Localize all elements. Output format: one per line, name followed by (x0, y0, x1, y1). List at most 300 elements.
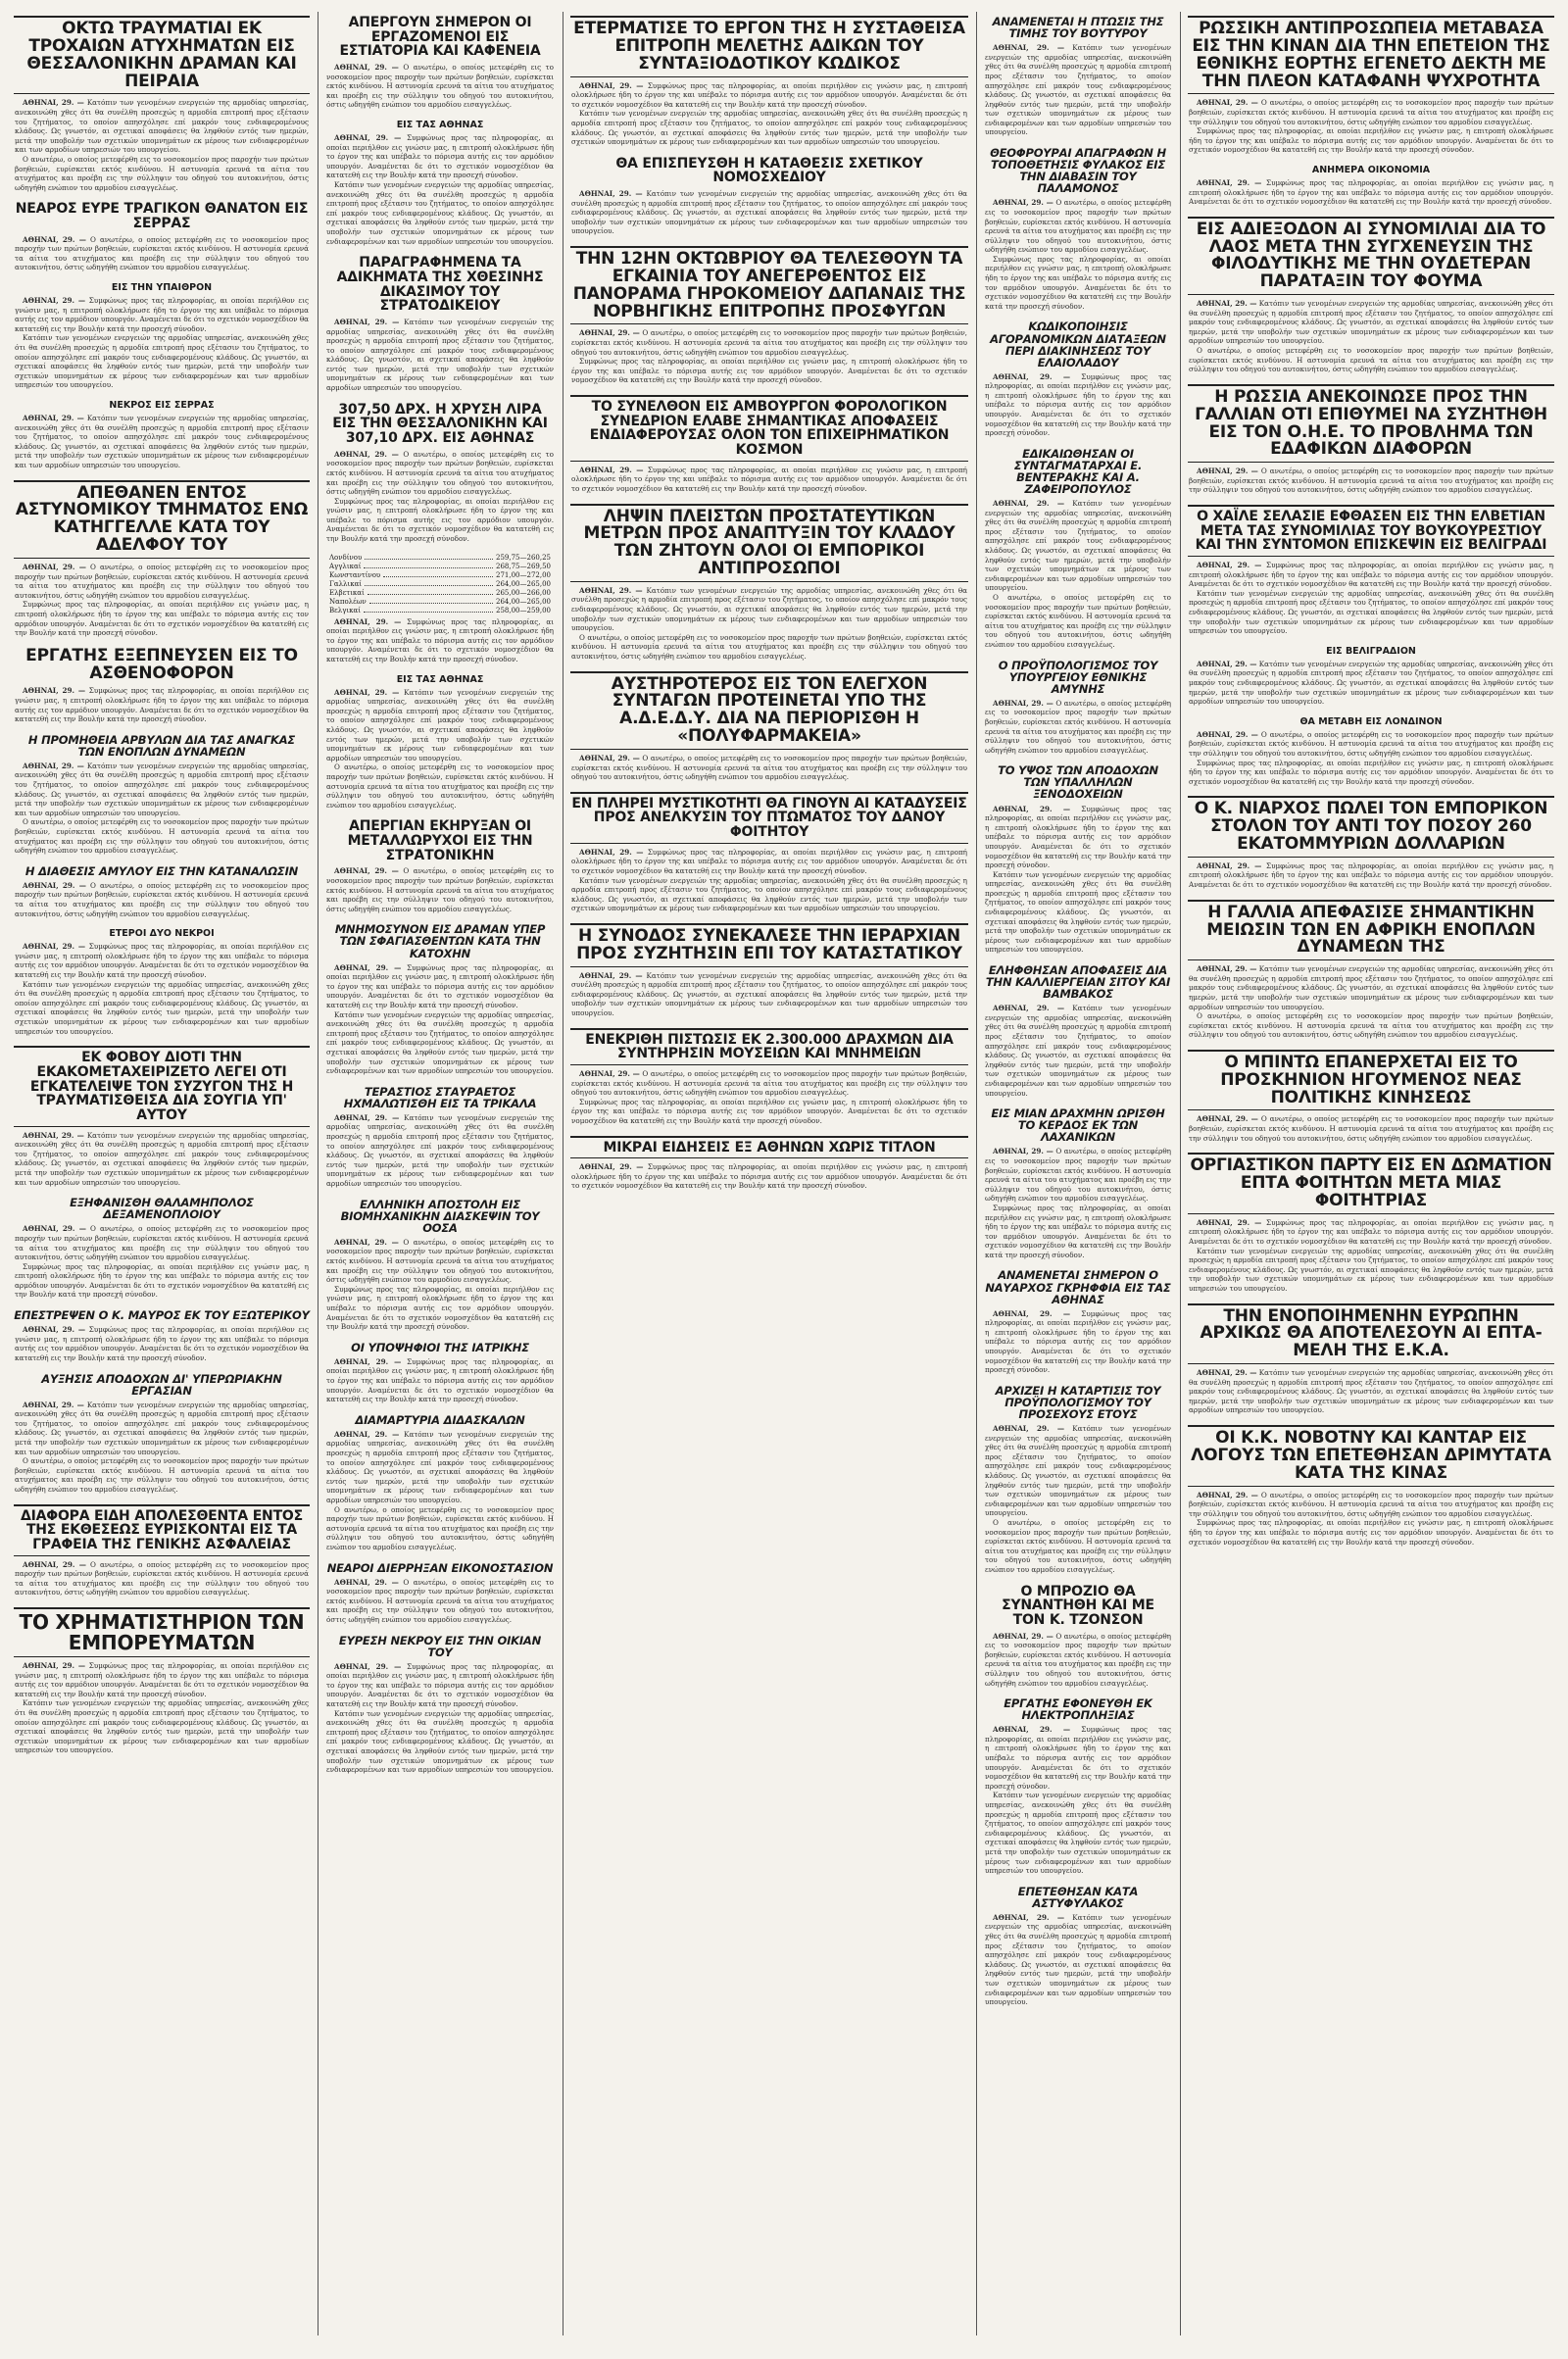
article (568, 395, 970, 494)
article-text: Ο ανωτέρω, ο οποίος μετεφέρθη εις το νοσοκομείον προς παροχήν των πρώτων βοηθειών, ευρίσκεται εκτός κινδύνου. Η αστυνομία ερευνά τα αίτια του ατυχήματος και προέβη εις την σύλληψιν του οδηγού του αυτοκινήτου, όστις ωδηγήθη ενώπιον του αρμοδίου εισαγγελέως. (326, 866, 554, 913)
article (1186, 900, 1556, 1040)
table-cell-label: Βελγικαί (329, 606, 361, 614)
headline: ΕΠΕΣΤΡΕΨΕΝ Ο Κ. ΜΑΥΡΟΣ ΕΚ ΤΟΥ ΕΞΩΤΕΡΙΚΟΥ (14, 1308, 310, 1323)
article (12, 1197, 312, 1300)
article-text: Ο ανωτέρω, ο οποίος μετεφέρθη εις το νοσοκομείον προς παροχήν των πρώτων βοηθειών, ευρίσκεται εκτός κινδύνου. Η αστυνομία ερευνά τα αίτια του ατυχήματος και προέβη εις την σύλληψιν του οδηγού του αυτοκινήτου, όστις ωδηγήθη ενώπιον του αρμοδίου εισαγγελέως. (1189, 1114, 1553, 1143)
headline: ΑΥΣΤΗΡΟΤΕΡΟΣ ΕΙΣ ΤΟΝ ΕΛΕΓΧΟΝ ΣΥΝΤΑΓΩΝ ΠΡΟΤΕΙΝΕΤΑΙ ΥΠΟ ΤΗΣ Α.Δ.Ε.Δ.Υ. ΔΙΑ ΝΑ ΠΕΡΙΟΡΙΣΘΗ Η «ΠΟΛΥΦΑΡΜΑΚΕΙΑ» (570, 671, 968, 750)
article-text: Συμφώνως προς τας πληροφορίας, αι οποίαι περιήλθον εις γνώσιν μας, η επιτροπή ολοκλήρωσε ήδη το έργον της και υπέβαλε το πόρισμα αυτής εις τον αρμόδιον υπουργόν. Αναμένεται δε ότι το σχετικόν νομοσχέδιον θα κατατεθή εις την Βουλήν κατά την προσεχή σύνοδον. (326, 133, 554, 180)
table-row (329, 571, 551, 580)
article-body (985, 255, 1171, 312)
article-body (1189, 98, 1553, 126)
subheading: ΕΙΣ ΤΑΣ ΑΘΗΝΑΣ (396, 673, 484, 685)
article (1186, 1153, 1556, 1293)
article-body (571, 357, 967, 385)
column-2 (323, 12, 557, 2335)
column-4 (982, 12, 1174, 2335)
headline: ΕΛΛΗΝΙΚΗ ΑΠΟΣΤΟΛΗ ΕΙΣ ΒΙΟΜΗΧΑΝΙΚΗΝ ΔΙΑΣΚΕΨΙΝ ΤΟΥ ΟΟΣΑ (340, 1197, 540, 1235)
article-body (571, 586, 967, 633)
article-text: Κατόπιν των γενομένων ενεργειών της αρμοδίας υπηρεσίας, ανεκοινώθη χθες ότι θα συνέλθη προσεχώς η αρμοδία επιτροπή προς εξέτασιν του ζητήματος, το οποίον απησχόλησε επί μακρόν τους ενδιαφερομένους κλάδους. Ως γνωστόν, αι σχετικαί αποφάσεις θα ληφθούν εντός των ημερών, μετά την υποβολήν των σχετικών υπομνημάτων εκ μέρους των ενδιαφερομένων και των αρμοδίων υπηρεσιών του υπουργείου. (571, 875, 967, 913)
article-body (571, 328, 967, 357)
headline: ΑΝΑΜΕΝΕΤΑΙ Η ΠΤΩΣΙΣ ΤΗΣ ΤΙΜΗΣ ΤΟΥ ΒΟΥΤΥΡΟΥ (992, 15, 1164, 41)
article-text: Κατόπιν των γενομένων ενεργειών της αρμοδίας υπηρεσίας, ανεκοινώθη χθες ότι θα συνέλθη προσεχώς η αρμοδία επιτροπή προς εξέτασιν του ζητήματος, το οποίον απησχόλησε επί μακρόν τους ενδιαφερομένους κλάδους. Ως γνωστόν, αι σχετικαί αποφάσεις θα ληφθούν εντός των ημερών, μετά την υποβολήν των σχετικών υπομνημάτων εκ μέρους των ενδιαφερομένων και των αρμοδίων υπηρεσιών του υπουργείου. (1189, 1368, 1553, 1415)
newspaper-page (12, 12, 1556, 2335)
dateline: ΑΘΗΝΑΙ, 29. — (1197, 1114, 1258, 1124)
article-body (326, 318, 554, 393)
article (323, 674, 557, 811)
article-body (15, 600, 309, 637)
article-body (985, 1632, 1171, 1689)
article-text: Ο ανωτέρω, ο οποίος μετεφέρθη εις το νοσοκομείον προς παροχήν των πρώτων βοηθειών, ευρίσκεται εκτός κινδύνου. Η αστυνομία ερευνά τα αίτια του ατυχήματος και προέβη εις την σύλληψιν του οδηγού του αυτοκινήτου, όστις ωδηγήθη ενώπιον του αρμοδίου εισαγγελέως. (1189, 98, 1553, 126)
article-text: Συμφώνως προς τας πληροφορίας, αι οποίαι περιήλθον εις γνώσιν μας, η επιτροπή ολοκλήρωσε ήδη το έργον της και υπέβαλε το πόρισμα αυτής εις τον αρμόδιον υπουργόν. Αναμένεται δε ότι το σχετικόν νομοσχέδιον θα κατατεθή εις την Βουλήν κατά την προσεχή σύνοδον. (326, 1661, 554, 1709)
article-body (326, 63, 554, 110)
dateline: ΑΘΗΝΑΙ, 29. — (1197, 98, 1258, 108)
article-text: Ο ανωτέρω, ο οποίος μετεφέρθη εις το νοσοκομείον προς παροχήν των πρώτων βοηθειών, ευρίσκεται εκτός κινδύνου. Η αστυνομία ερευνά τα αίτια του ατυχήματος και προέβη εις την σύλληψιν του οδηγού του αυτοκινήτου, όστις ωδηγήθη ενώπιον του αρμοδίου εισαγγελέως. (985, 1631, 1171, 1688)
article-body (1189, 660, 1553, 707)
headline: ΤΟ ΧΡΗΜΑΤΙΣΤΗΡΙΟΝ ΤΩΝ ΕΜΠΟΡΕΥΜΑΤΩΝ (14, 1607, 310, 1657)
dateline: ΑΘΗΝΑΙ, 29. — (579, 1069, 640, 1079)
article-text: Ο ανωτέρω, ο οποίος μετεφέρθη εις το νοσοκομείον προς παροχήν των πρώτων βοηθειών, ευρίσκεται εκτός κινδύνου. Η αστυνομία ερευνά τα αίτια του ατυχήματος και προέβη εις την σύλληψιν του οδηγού του αυτοκινήτου, όστις ωδηγήθη ενώπιον του αρμοδίου εισαγγελέως. (326, 449, 554, 497)
article (982, 660, 1174, 756)
article-body (1189, 561, 1553, 589)
dateline: ΑΘΗΝΑΙ, 29. — (993, 1424, 1065, 1433)
table-row (329, 607, 551, 615)
article-text: Συμφώνως προς τας πληροφορίας, αι οποίαι περιήλθον εις γνώσιν μας, η επιτροπή ολοκλήρωσε ήδη το έργον της και υπέβαλε το πόρισμα αυτής εις τον αρμόδιον υπουργόν. Αναμένεται δε ότι το σχετικόν νομοσχέδιον θα κατατεθή εις την Βουλήν κατά την προσεχή σύνοδον. (15, 600, 309, 638)
article-text: Ο ανωτέρω, ο οποίος μετεφέρθη εις το νοσοκομείον προς παροχήν των πρώτων βοηθειών, ευρίσκεται εκτός κινδύνου. Η αστυνομία ερευνά τα αίτια του ατυχήματος και προέβη εις την σύλληψιν του οδηγού του αυτοκινήτου, όστις ωδηγήθη ενώπιον του αρμοδίου εισαγγελέως. (985, 198, 1171, 255)
article-body (326, 1662, 554, 1709)
article (982, 1697, 1174, 1876)
article-body (1189, 589, 1553, 636)
article-text: Συμφώνως προς τας πληροφορίας, αι οποίαι περιήλθον εις γνώσιν μας, η επιτροπή ολοκλήρωσε ήδη το έργον της και υπέβαλε το πόρισμα αυτής εις τον αρμόδιον υπουργόν. Αναμένεται δε ότι το σχετικόν νομοσχέδιον θα κατατεθή εις την Βουλήν κατά την προσεχή σύνοδον. (571, 465, 967, 493)
article (568, 792, 970, 913)
headline: ΤΗΝ ΕΝΟΠΟΙΗΜΕΝΗΝ ΕΥΡΩΠΗΝ ΑΡΧΙΚΩΣ ΘΑ ΑΠΟΤΕΛΕΣΟΥΝ ΑΙ ΕΠΤΑ-ΜΕΛΗ ΤΗΣ Ε.Κ.Α. (1188, 1303, 1554, 1365)
table-cell-label: Γαλλικαί (329, 579, 363, 588)
article (982, 448, 1174, 650)
article-body (985, 1913, 1171, 2007)
headline: ΤΕΡΑΣΤΙΟΣ ΣΤΑΥΡΑΕΤΟΣ ΗΧΜΑΛΩΤΙΣΘΗ ΕΙΣ ΤΑ ΤΡΙΚΑΛΑ (343, 1084, 537, 1110)
subheading: ΕΙΣ ΤΑΣ ΑΘΗΝΑΣ (396, 120, 484, 131)
article (982, 1886, 1174, 2007)
article-body (1189, 861, 1553, 890)
dateline: ΑΘΗΝΑΙ, 29. — (993, 43, 1065, 53)
article-body (571, 633, 967, 662)
article (1186, 1050, 1556, 1143)
headline: Η ΣΥΝΟΔΟΣ ΣΥΝΕΚΑΛΕΣΕ ΤΗΝ ΙΕΡΑΡΧΙΑΝ ΠΡΟΣ ΣΥΖΗΤΗΣΙΝ ΕΠΙ ΤΟΥ ΚΑΤΑΣΤΑΤΙΚΟΥ (570, 923, 968, 967)
article (12, 1504, 312, 1597)
article-body (15, 1325, 309, 1362)
headline: ΠΑΡΑΓΡΑΦΗΜΕΝΑ ΤΑ ΑΔΙΚΗΜΑΤΑ ΤΗΣ ΧΘΕΣΙΝΗΣ ΔΙΚΑΣΙΜΟΥ ΤΟΥ ΣΤΡΑΤΟΔΙΚΕΙΟΥ (336, 255, 544, 315)
article (12, 16, 312, 192)
article-text: Ο ανωτέρω, ο οποίος μετεφέρθη εις το νοσοκομείον προς παροχήν των πρώτων βοηθειών, ευρίσκεται εκτός κινδύνου. Η αστυνομία ερευνά τα αίτια του ατυχήματος και προέβη εις την σύλληψιν του οδηγού του αυτοκινήτου, όστις ωδηγήθη ενώπιον του αρμοδίου εισαγγελέως. (1189, 1490, 1553, 1518)
table-cell-label: Λονδίνου (329, 553, 363, 562)
headline: Η ΓΑΛΛΙΑ ΑΠΕΦΑΣΙΣΕ ΣΗΜΑΝΤΙΚΗΝ ΜΕΙΩΣΙΝ ΤΩΝ ΕΝ ΑΦΡΙΚΗ ΕΝΟΠΛΩΝ ΔΥΝΑΜΕΩΝ ΤΗΣ (1188, 900, 1554, 961)
article-text: Κατόπιν των γενομένων ενεργειών της αρμοδίας υπηρεσίας, ανεκοινώθη χθες ότι θα συνέλθη προσεχώς η αρμοδία επιτροπή προς εξέτασιν του ζητήματος, το οποίον απησχόλησε επί μακρόν τους ενδιαφερομένους κλάδους. Ως γνωστόν, αι σχετικαί αποφάσεις θα ληφθούν εντός των ημερών, μετά την υποβολήν των σχετικών υπομνημάτων εκ μέρους των ενδιαφερομένων και των αρμοδίων υπηρεσιών του υπουργείου. (571, 189, 967, 236)
article-body (15, 235, 309, 272)
article-text: Ο ανωτέρω, ο οποίος μετεφέρθη εις το νοσοκομείον προς παροχήν των πρώτων βοηθειών, ευρίσκεται εκτός κινδύνου. Η αστυνομία ερευνά τα αίτια του ατυχήματος και προέβη εις την σύλληψιν του οδηγού του αυτοκινήτου, όστις ωδηγήθη ενώπιον του αρμοδίου εισαγγελέως. (15, 1224, 309, 1262)
article (12, 1607, 312, 1755)
article-text: Ο ανωτέρω, ο οποίος μετεφέρθη εις το νοσοκομείον προς παροχήν των πρώτων βοηθειών, ευρίσκεται εκτός κινδύνου. Η αστυνομία ερευνά τα αίτια του ατυχήματος και προέβη εις την σύλληψιν του οδηγού του αυτοκινήτου, όστις ωδηγήθη ενώπιον του αρμοδίου εισαγγελέως. (985, 698, 1171, 755)
gold-price-table (329, 554, 551, 615)
dateline: ΑΘΗΝΑΙ, 29. — (23, 414, 84, 422)
column-3 (568, 12, 970, 2335)
dateline: ΑΘΗΝΑΙ, 29. — (1197, 177, 1262, 187)
article-text: Κατόπιν των γενομένων ενεργειών της αρμοδίας υπηρεσίας, ανεκοινώθη χθες ότι θα συνέλθη προσεχώς η αρμοδία επιτροπή προς εξέτασιν του ζητήματος, το οποίον απησχόλησε επί μακρόν τους ενδιαφερομένους κλάδους. Ως γνωστόν, αι σχετικαί αποφάσεις θα ληφθούν εντός των ημερών, μετά την υποβολήν των σχετικών υπομνημάτων εκ μέρους των ενδιαφερομένων και των αρμοδίων υπηρεσιών του υπουργείου. (1189, 964, 1553, 1011)
dateline: ΑΘΗΝΑΙ, 29. — (334, 133, 402, 143)
article (982, 964, 1174, 1098)
article-body (15, 817, 309, 855)
dateline: ΑΘΗΝΑΙ, 29. — (993, 1725, 1071, 1735)
article-text: Συμφώνως προς τας πληροφορίας, αι οποίαι περιήλθον εις γνώσιν μας, η επιτροπή ολοκλήρωσε ήδη το έργον της και υπέβαλε το πόρισμα αυτής εις τον αρμόδιον υπουργόν. Αναμένεται δε ότι το σχετικόν νομοσχέδιον θα κατατεθή εις την Βουλήν κατά την προσεχή σύνοδον. (571, 357, 967, 385)
article-text: Ο ανωτέρω, ο οποίος μετεφέρθη εις το νοσοκομείον προς παροχήν των πρώτων βοηθειών, ευρίσκεται εκτός κινδύνου. Η αστυνομία ερευνά τα αίτια του ατυχήματος και προέβη εις την σύλληψιν του οδηγού του αυτοκινήτου, όστις ωδηγήθη ενώπιον του αρμοδίου εισαγγελέως. (985, 1147, 1171, 1204)
article-body (985, 699, 1171, 756)
dateline: ΑΘΗΝΑΙ, 29. — (23, 1325, 86, 1335)
article-body (15, 333, 309, 390)
article (568, 671, 970, 782)
article-body (326, 1285, 554, 1332)
dateline: ΑΘΗΝΑΙ, 29. — (334, 1661, 402, 1671)
article-body (571, 1162, 967, 1191)
article-body (326, 1709, 554, 1775)
article-text: Συμφώνως προς τας πληροφορίας, αι οποίαι περιήλθον εις γνώσιν μας, η επιτροπή ολοκλήρωσε ήδη το έργον της και υπέβαλε το πόρισμα αυτής εις τον αρμόδιον υπουργόν. Αναμένεται δε ότι το σχετικόν νομοσχέδιον θα κατατεθή εις την Βουλήν κατά την προσεχή σύνοδον. (1189, 860, 1553, 890)
column-divider (563, 12, 564, 2335)
article (323, 120, 557, 246)
dateline: ΑΘΗΝΑΙ, 29. — (23, 1559, 86, 1569)
table-cell-value: 268,75—269,50 (496, 562, 551, 570)
article-text: Κατόπιν των γενομένων ενεργειών της αρμοδίας υπηρεσίας, ανεκοινώθη χθες ότι θα συνέλθη προσεχώς η αρμοδία επιτροπή προς εξέτασιν του ζητήματος, το οποίον απησχόλησε επί μακρόν τους ενδιαφερομένους κλάδους. Ως γνωστόν, αι σχετικαί αποφάσεις θα ληφθούν εντός των ημερών, μετά την υποβολήν των σχετικών υπομνημάτων εκ μέρους των ενδιαφερομένων και των αρμοδίων υπηρεσιών του υπουργείου. (326, 1429, 554, 1504)
article-body (1189, 1011, 1553, 1040)
table-row (329, 554, 551, 563)
article-body (1189, 1218, 1553, 1247)
subheading: ΕΤΕΡΟΙ ΔΥΟ ΝΕΚΡΟΙ (109, 928, 215, 940)
subheading: ΘΑ ΜΕΤΑΒΗ ΕΙΣ ΛΟΝΔΙΝΟΝ (1299, 715, 1443, 727)
article-text: Κατόπιν των γενομένων ενεργειών της αρμοδίας υπηρεσίας, ανεκοινώθη χθες ότι θα συνέλθη προσεχώς η αρμοδία επιτροπή προς εξέτασιν του ζητήματος, το οποίον απησχόλησε επί μακρόν τους ενδιαφερομένους κλάδους. Ως γνωστόν, αι σχετικαί αποφάσεις θα ληφθούν εντός των ημερών, μετά την υποβολήν των σχετικών υπομνημάτων εκ μέρους των ενδιαφερομένων και των αρμοδίων υπηρεσιών του υπουργείου. (15, 979, 309, 1036)
article-body (1189, 1491, 1553, 1519)
headline: Ο ΜΠΙΝΤΩ ΕΠΑΝΕΡΧΕΤΑΙ ΕΙΣ ΤΟ ΠΡΟΣΚΗΝΙΟΝ ΗΓΟΥΜΕΝΟΣ ΝΕΑΣ ΠΟΛΙΤΙΚΗΣ ΚΙΝΗΣΕΩΣ (1188, 1050, 1554, 1111)
article-text: Κατόπιν των γενομένων ενεργειών της αρμοδίας υπηρεσίας, ανεκοινώθη χθες ότι θα συνέλθη προσεχώς η αρμοδία επιτροπή προς εξέτασιν του ζητήματος, το οποίον απησχόλησε επί μακρόν τους ενδιαφερομένους κλάδους. Ως γνωστόν, αι σχετικαί αποφάσεις θα ληφθούν εντός των ημερών, μετά την υποβολήν των σχετικών υπομνημάτων εκ μέρους των ενδιαφερομένων και των αρμοδίων υπηρεσιών του υπουργείου. (326, 1112, 554, 1188)
article-text: Κατόπιν των γενομένων ενεργειών της αρμοδίας υπηρεσίας, ανεκοινώθη χθες ότι θα συνέλθη προσεχώς η αρμοδία επιτροπή προς εξέτασιν του ζητήματος, το οποίον απησχόλησε επί μακρόν τους ενδιαφερομένους κλάδους. Ως γνωστόν, αι σχετικαί αποφάσεις θα ληφθούν εντός των ημερών, μετά την υποβολήν των σχετικών υπομνημάτων εκ μέρους των ενδιαφερομένων και των αρμοδίων υπηρεσιών του υπουργείου. (985, 1912, 1171, 2007)
article-body (15, 155, 309, 192)
dateline: ΑΘΗΝΑΙ, 29. — (334, 687, 400, 697)
article (982, 320, 1174, 437)
dateline: ΑΘΗΝΑΙ, 29. — (334, 63, 399, 73)
article-body (326, 133, 554, 180)
headline: ΑΥΞΗΣΙΣ ΑΠΟΔΟΧΩΝ ΔΙ' ΥΠΕΡΩΡΙΑΚΗΝ ΕΡΓΑΣΙΑΝ (41, 1371, 282, 1398)
article-body (985, 1518, 1171, 1575)
article-text: Συμφώνως προς τας πληροφορίας, αι οποίαι περιήλθον εις γνώσιν μας, η επιτροπή ολοκλήρωσε ήδη το έργον της και υπέβαλε το πόρισμα αυτής εις τον αρμόδιον υπουργόν. Αναμένεται δε ότι το σχετικόν νομοσχέδιον θα κατατεθή εις την Βουλήν κατά την προσεχή σύνοδον. (985, 371, 1172, 438)
article (1186, 217, 1556, 374)
article-body (571, 109, 967, 146)
dateline: ΑΘΗΝΑΙ, 29. — (334, 1237, 399, 1247)
headline: ΤΟ ΣΥΝΕΛΘΟΝ ΕΙΣ ΑΜΒΟΥΡΓΟΝ ΦΟΡΟΛΟΓΙΚΟΝ ΣΥΝΕΔΡΙΟΝ ΕΛΑΒΕ ΣΗΜΑΝΤΙΚΑΣ ΑΠΟΦΑΣΕΙΣ ΕΝΔΙΑΦΕΡΟΥΣΑΣ ΟΛΟΝ ΤΟΝ ΕΠΙΧΕΙΡΗΜΑΤΙΚΟΝ ΚΟΣΜΟΝ (570, 395, 968, 462)
article-text: Συμφώνως προς τας πληροφορίας, αι οποίαι περιήλθον εις γνώσιν μας, η επιτροπή ολοκλήρωσε ήδη το έργον της και υπέβαλε το πόρισμα αυτής εις τον αρμόδιον υπουργόν. Αναμένεται δε ότι το σχετικόν νομοσχέδιον θα κατατεθή εις την Βουλήν κατά την προσεχή σύνοδον. (985, 1308, 1172, 1375)
article (323, 1414, 557, 1552)
dateline: ΑΘΗΝΑΙ, 29. — (23, 1130, 84, 1140)
article (568, 1136, 970, 1191)
dateline: ΑΘΗΝΑΙ, 29. — (993, 1004, 1065, 1013)
article-text: Συμφώνως προς τας πληροφορίας, αι οποίαι περιήλθον εις γνώσιν μας, η επιτροπή ολοκλήρωσε ήδη το έργον της και υπέβαλε το πόρισμα αυτής εις τον αρμόδιον υπουργόν. Αναμένεται δε ότι το σχετικόν νομοσχέδιον θα κατατεθή εις την Βουλήν κατά την προσεχή σύνοδον. (326, 1284, 554, 1332)
article-text: Κατόπιν των γενομένων ενεργειών της αρμοδίας υπηρεσίας, ανεκοινώθη χθες ότι θα συνέλθη προσεχώς η αρμοδία επιτροπή προς εξέτασιν του ζητήματος, το οποίον απησχόλησε επί μακρόν τους ενδιαφερομένους κλάδους. Ως γνωστόν, αι σχετικαί αποφάσεις θα ληφθούν εντός των ημερών, μετά την υποβολήν των σχετικών υπομνημάτων εκ μέρους των ενδιαφερομένων και των αρμοδίων υπηρεσιών του υπουργείου. (985, 869, 1171, 955)
article-text: Κατόπιν των γενομένων ενεργειών της αρμοδίας υπηρεσίας, ανεκοινώθη χθες ότι θα συνέλθη προσεχώς η αρμοδία επιτροπή προς εξέτασιν του ζητήματος, το οποίον απησχόλησε επί μακρόν τους ενδιαφερομένους κλάδους. Ως γνωστόν, αι σχετικαί αποφάσεις θα ληφθούν εντός των ημερών, μετά την υποβολήν των σχετικών υπομνημάτων εκ μέρους των ενδιαφερομένων και των αρμοδίων υπηρεσιών του υπουργείου. (985, 499, 1171, 593)
dateline: ΑΘΗΝΑΙ, 29. — (993, 698, 1054, 708)
dateline: ΑΘΗΝΑΙ, 29. — (334, 962, 402, 972)
table-cell-value: 271,00—272,00 (496, 570, 551, 579)
dateline: ΑΘΗΝΑΙ, 29. — (334, 317, 400, 326)
headline: ΕΤΕΡΜΑΤΙΣΕ ΤΟ ΕΡΓΟΝ ΤΗΣ Η ΣΥΣΤΑΘΕΙΣΑ ΕΠΙΤΡΟΠΗ ΜΕΛΕΤΗΣ ΑΔΙΚΩΝ ΤΟΥ ΣΥΝΤΑΞΙΟΔΟΤΙΚΟΥ ΚΩΔΙΚΟΣ (570, 16, 968, 77)
article-body (1189, 178, 1553, 207)
article (323, 256, 557, 393)
article-text: Κατόπιν των γενομένων ενεργειών της αρμοδίας υπηρεσίας, ανεκοινώθη χθες ότι θα συνέλθη προσεχώς η αρμοδία επιτροπή προς εξέτασιν του ζητήματος, το οποίον απησχόλησε επί μακρόν τους ενδιαφερομένους κλάδους. Ως γνωστόν, αι σχετικαί αποφάσεις θα ληφθούν εντός των ημερών, μετά την υποβολήν των σχετικών υπομνημάτων εκ μέρους των ενδιαφερομένων και των αρμοδίων υπηρεσιών του υπουργείου. (326, 1009, 554, 1076)
article-body (985, 593, 1171, 650)
article (323, 1342, 557, 1404)
article-body (985, 870, 1171, 955)
headline: Ο ΧΑΪΛΕ ΣΕΛΑΣΙΕ ΕΦΘΑΣΕΝ ΕΙΣ ΤΗΝ ΕΛΒΕΤΙΑΝ ΜΕΤΑ ΤΑΣ ΣΥΝΟΜΙΛΙΑΣ ΤΟΥ ΒΟΥΚΟΥΡΕΣΤΙΟΥ ΚΑΙ ΤΗΝ ΣΥΝΤΟΜΟΝ ΕΠΙΣΚΕΨΙΝ ΕΙΣ ΒΕΛΙΓΡΑΔΙ (1188, 505, 1554, 557)
article-text: Ο ανωτέρω, ο οποίος μετεφέρθη εις το νοσοκομείον προς παροχήν των πρώτων βοηθειών, ευρίσκεται εκτός κινδύνου. Η αστυνομία ερευνά τα αίτια του ατυχήματος και προέβη εις την σύλληψιν του οδηγού του αυτοκινήτου, όστις ωδηγήθη ενώπιον του αρμοδίου εισαγγελέως. (326, 1577, 554, 1624)
article (323, 1086, 557, 1189)
article-text: Συμφώνως προς τας πληροφορίας, αι οποίαι περιήλθον εις γνώσιν μας, η επιτροπή ολοκλήρωσε ήδη το έργον της και υπέβαλε το πόρισμα αυτής εις τον αρμόδιον υπουργόν. Αναμένεται δε ότι το σχετικόν νομοσχέδιον θα κατατεθή εις την Βουλήν κατά την προσεχή σύνοδον. (326, 1356, 554, 1404)
article (982, 16, 1174, 137)
article (982, 1107, 1174, 1259)
headline: ΔΙΑΦΟΡΑ ΕΙΔΗ ΑΠΟΛΕΣΘΕΝΤΑ ΕΝΤΟΣ ΤΗΣ ΕΚΘΕΣΕΩΣ ΕΥΡΙΣΚΟΝΤΑΙ ΕΙΣ ΤΑ ΓΡΑΦΕΙΑ ΤΗΣ ΓΕΝΙΚΗΣ ΑΣΦΑΛΕΙΑΣ (14, 1504, 310, 1556)
article-text: Συμφώνως προς τας πληροφορίας, αι οποίαι περιήλθον εις γνώσιν μας, η επιτροπή ολοκλήρωσε ήδη το έργον της και υπέβαλε το πόρισμα αυτής εις τον αρμόδιον υπουργόν. Αναμένεται δε ότι το σχετικόν νομοσχέδιον θα κατατεθή εις την Βουλήν κατά την προσεχή σύνοδον. (326, 962, 554, 1009)
article-body (326, 866, 554, 913)
headline: ΕΥΡΕΣΗ ΝΕΚΡΟΥ ΕΙΣ ΤΗΝ ΟΙΚΙΑΝ ΤΟΥ (338, 1633, 542, 1659)
dateline: ΑΘΗΝΑΙ, 29. — (23, 1400, 84, 1409)
dateline: ΑΘΗΝΑΙ, 29. — (334, 1356, 402, 1366)
article-body (15, 296, 309, 333)
article-body (571, 876, 967, 913)
article-text: Ο ανωτέρω, ο οποίος μετεφέρθη εις το νοσοκομείον προς παροχήν των πρώτων βοηθειών, ευρίσκεται εκτός κινδύνου. Η αστυνομία ερευνά τα αίτια του ατυχήματος και προέβη εις την σύλληψιν του οδηγού του αυτοκινήτου, όστις ωδηγήθη ενώπιον του αρμοδίου εισαγγελέως. (15, 562, 309, 600)
article-body (15, 881, 309, 918)
article-text: Κατόπιν των γενομένων ενεργειών της αρμοδίας υπηρεσίας, ανεκοινώθη χθες ότι θα συνέλθη προσεχώς η αρμοδία επιτροπή προς εξέτασιν του ζητήματος, το οποίον απησχόλησε επί μακρόν τους ενδιαφερομένους κλάδους. Ως γνωστόν, αι σχετικαί αποφάσεις θα ληφθούν εντός των ημερών, μετά την υποβολήν των σχετικών υπομνημάτων εκ μέρους των ενδιαφερομένων και των αρμοδίων υπηρεσιών του υπουργείου. (985, 1791, 1171, 1876)
article (12, 734, 312, 856)
headline: ΕΝ ΠΛΗΡΕΙ ΜΥΣΤΙΚΟΤΗΤΙ ΘΑ ΓΙΝΟΥΝ ΑΙ ΚΑΤΑΔΥΣΕΙΣ ΠΡΟΣ ΑΝΕΛΚΥΣΙΝ ΤΟΥ ΠΤΩΜΑΤΟΣ ΤΟΥ ΔΑΝΟΥ ΦΟΙΤΗΤΟΥ (570, 792, 968, 844)
dateline: ΑΘΗΝΑΙ, 29. — (334, 616, 402, 626)
headline: ΕΡΓΑΤΗΣ ΕΞΕΠΝΕΥΣΕΝ ΕΙΣ ΤΟ ΑΣΘΕΝΟΦΟΡΟΝ (25, 645, 298, 683)
headline: 307,50 ΔΡΧ. Η ΧΡΥΣΗ ΛΙΡΑ ΕΙΣ ΤΗΝ ΘΕΣΣΑΛΟΝΙΚΗΝ ΚΑΙ 307,10 ΔΡΧ. ΕΙΣ ΑΘΗΝΑΣ (332, 401, 548, 447)
dateline: ΑΘΗΝΑΙ, 29. — (993, 1631, 1054, 1641)
article-body (985, 1725, 1171, 1791)
article-text: Ο ανωτέρω, ο οποίος μετεφέρθη εις το νοσοκομείον προς παροχήν των πρώτων βοηθειών, ευρίσκεται εκτός κινδύνου. Η αστυνομία ερευνά τα αίτια του ατυχήματος και προέβη εις την σύλληψιν του οδηγού του αυτοκινήτου, όστις ωδηγήθη ενώπιον του αρμοδίου εισαγγελέως. (15, 234, 309, 272)
article-body (15, 942, 309, 979)
article-text: Κατόπιν των γενομένων ενεργειών της αρμοδίας υπηρεσίας, ανεκοινώθη χθες ότι θα συνέλθη προσεχώς η αρμοδία επιτροπή προς εξέτασιν του ζητήματος, το οποίον απησχόλησε επί μακρόν τους ενδιαφερομένους κλάδους. Ως γνωστόν, αι σχετικαί αποφάσεις θα ληφθούν εντός των ημερών, μετά την υποβολήν των σχετικών υπομνημάτων εκ μέρους των ενδιαφερομένων και των αρμοδίων υπηρεσιών του υπουργείου. (1189, 659, 1553, 707)
article-body (1189, 467, 1553, 495)
dateline: ΑΘΗΝΑΙ, 29. — (993, 499, 1065, 509)
article-text: Συμφώνως προς τας πληροφορίας, αι οποίαι περιήλθον εις γνώσιν μας, η επιτροπή ολοκλήρωσε ήδη το έργον της και υπέβαλε το πόρισμα αυτής εις τον αρμόδιον υπουργόν. Αναμένεται δε ότι το σχετικόν νομοσχέδιον θα κατατεθή εις την Βουλήν κατά την προσεχή σύνοδον. (1189, 561, 1553, 589)
dateline: ΑΘΗΝΑΙ, 29. — (1197, 1217, 1262, 1227)
table-cell-value: 264,00—265,00 (496, 579, 551, 588)
dateline: ΑΘΗΝΑΙ, 29. — (23, 234, 86, 244)
article-text: Ο ανωτέρω, ο οποίος μετεφέρθη εις το νοσοκομείον προς παροχήν των πρώτων βοηθειών, ευρίσκεται εκτός κινδύνου. Η αστυνομία ερευνά τα αίτια του ατυχήματος και προέβη εις την σύλληψιν του οδηγού του αυτοκινήτου, όστις ωδηγήθη ενώπιον του αρμοδίου εισαγγελέως. (571, 632, 967, 662)
table-row (329, 598, 551, 607)
headline: ΤΟ ΥΨΟΣ ΤΩΝ ΑΠΟΔΟΧΩΝ ΤΩΝ ΥΠΑΛΛΗΛΩΝ ΞΕΝΟΔΟΧΕΙΩΝ (998, 763, 1158, 802)
article (1186, 505, 1556, 636)
headline: ΕΔΙΚΑΙΩΘΗΣΑΝ ΟΙ ΣΥΝΤΑΓΜΑΤΑΡΧΑΙ Ε. ΒΕΝΤΕΡΑΚΗΣ ΚΑΙ Α. ΖΑΦΕΙΡΟΠΟΥΛΟΣ (1013, 446, 1143, 497)
article-body (15, 563, 309, 600)
article-body (326, 1010, 554, 1076)
headline: ΕΠΕΤΕΘΗΣΑΝ ΚΑΤΑ ΑΣΤΥΦΥΛΑΚΟΣ (1017, 1884, 1139, 1910)
leader-dots (365, 580, 493, 586)
subheading: ΕΙΣ ΒΕΛΙΓΡΑΔΙΟΝ (1326, 645, 1416, 657)
article-text: Συμφώνως προς τας πληροφορίας, αι οποίαι περιήλθον εις γνώσιν μας, η επιτροπή ολοκλήρωσε ήδη το έργον της και υπέβαλε το πόρισμα αυτής εις τον αρμόδιον υπουργόν. Αναμένεται δε ότι το σχετικόν νομοσχέδιον θα κατατεθή εις την Βουλήν κατά την προσεχή σύνοδον. (985, 804, 1172, 870)
article (323, 403, 557, 544)
article-body (1189, 1114, 1553, 1143)
article (982, 147, 1174, 311)
article (568, 246, 970, 385)
article-body (985, 1309, 1171, 1375)
article-text: Συμφώνως προς τας πληροφορίας, αι οποίαι περιήλθον εις γνώσιν μας, η επιτροπή ολοκλήρωσε ήδη το έργον της και υπέβαλε το πόρισμα αυτής εις τον αρμόδιον υπουργόν. Αναμένεται δε ότι το σχετικόν νομοσχέδιον θα κατατεθή εις την Βουλήν κατά την προσεχή σύνοδον. (1189, 126, 1553, 155)
article (323, 923, 557, 1075)
article (982, 1585, 1174, 1689)
article (982, 1269, 1174, 1374)
table-cell-value: 265,00—266,00 (496, 588, 551, 597)
article-text: Συμφώνως προς τας πληροφορίας, αι οποίαι περιήλθον εις γνώσιν μας, η επιτροπή ολοκλήρωσε ήδη το έργον της και υπέβαλε το πόρισμα αυτής εις τον αρμόδιον υπουργόν. Αναμένεται δε ότι το σχετικόν νομοσχέδιον θα κατατεθή εις την Βουλήν κατά την προσεχή σύνοδον. (985, 254, 1171, 311)
article-body (326, 963, 554, 1010)
article (1186, 646, 1556, 707)
article (12, 645, 312, 724)
article-body (326, 180, 554, 246)
dateline: ΑΘΗΝΑΙ, 29. — (1197, 1368, 1257, 1378)
headline: ΕΛΗΦΘΗΣΑΝ ΑΠΟΦΑΣΕΙΣ ΔΙΑ ΤΗΝ ΚΑΛΛΙΕΡΓΕΙΑΝ ΣΙΤΟΥ ΚΑΙ ΒΑΜΒΑΚΟΣ (985, 963, 1171, 1002)
article (323, 1635, 557, 1775)
article-text: Κατόπιν των γενομένων ενεργειών της αρμοδίας υπηρεσίας, ανεκοινώθη χθες ότι θα συνέλθη προσεχώς η αρμοδία επιτροπή προς εξέτασιν του ζητήματος, το οποίον απησχόλησε επί μακρόν τους ενδιαφερομένους κλάδους. Ως γνωστόν, αι σχετικαί αποφάσεις θα ληφθούν εντός των ημερών, μετά την υποβολήν των σχετικών υπομνημάτων εκ μέρους των ενδιαφερομένων και των αρμοδίων υπηρεσιών του υπουργείου. (326, 180, 554, 246)
dateline: ΑΘΗΝΑΙ, 29. — (23, 761, 84, 770)
article (12, 202, 312, 272)
headline: ΑΡΧΙΖΕΙ Η ΚΑΤΑΡΤΙΣΙΣ ΤΟΥ ΠΡΟΫΠΟΛΟΓΙΣΜΟΥ ΤΟΥ ΠΡΟΣΕΧΟΥΣ ΕΤΟΥΣ (995, 1383, 1161, 1421)
article-text: Συμφώνως προς τας πληροφορίας, αι οποίαι περιήλθον εις γνώσιν μας, η επιτροπή ολοκλήρωσε ήδη το έργον της και υπέβαλε το πόρισμα αυτής εις τον αρμόδιον υπουργόν. Αναμένεται δε ότι το σχετικόν νομοσχέδιον θα κατατεθή εις την Βουλήν κατά την προσεχή σύνοδον. (985, 1725, 1172, 1791)
headline: ΔΙΑΜΑΡΤΥΡΙΑ ΔΙΔΑΣΚΑΛΩΝ (355, 1412, 525, 1427)
article (12, 1046, 312, 1187)
subheading: ΕΙΣ ΤΗΝ ΥΠΑΙΘΡΟΝ (111, 282, 213, 294)
headline: ΕΝΕΚΡΙΘΗ ΠΙΣΤΩΣΙΣ ΕΚ 2.300.000 ΔΡΑΧΜΩΝ ΔΙΑ ΣΥΝΤΗΡΗΣΙΝ ΜΟΥΣΕΙΩΝ ΚΑΙ ΜΝΗΜΕΙΩΝ (570, 1028, 968, 1065)
article (323, 819, 557, 913)
article-text: Ο ανωτέρω, ο οποίος μετεφέρθη εις το νοσοκομείον προς παροχήν των πρώτων βοηθειών, ευρίσκεται εκτός κινδύνου. Η αστυνομία ερευνά τα αίτια του ατυχήματος και προέβη εις την σύλληψιν του οδηγού του αυτοκινήτου, όστις ωδηγήθη ενώπιον του αρμοδίου εισαγγελέως. (985, 1517, 1171, 1574)
article (1186, 16, 1556, 155)
article (12, 1309, 312, 1362)
dateline: ΑΘΗΝΑΙ, 29. — (579, 970, 643, 980)
table-cell-value: 259,75—260,25 (496, 553, 551, 562)
article (323, 554, 557, 664)
article-body (985, 1004, 1171, 1098)
leader-dots (369, 598, 493, 604)
article-body (571, 81, 967, 110)
article-text: Συμφώνως προς τας πληροφορίας, αι οποίαι περιήλθον εις γνώσιν μας, η επιτροπή ολοκλήρωσε ήδη το έργον της και υπέβαλε το πόρισμα αυτής εις τον αρμόδιον υπουργόν. Αναμένεται δε ότι το σχετικόν νομοσχέδιον θα κατατεθή εις την Βουλήν κατά την προσεχή σύνοδον. (15, 1261, 309, 1300)
article-body (15, 686, 309, 723)
article-body (985, 499, 1171, 593)
article (568, 923, 970, 1018)
article (1186, 716, 1556, 787)
article-text: Κατόπιν των γενομένων ενεργειών της αρμοδίας υπηρεσίας, ανεκοινώθη χθες ότι θα συνέλθη προσεχώς η αρμοδία επιτροπή προς εξέτασιν του ζητήματος, το οποίον απησχόλησε επί μακρόν τους ενδιαφερομένους κλάδους. Ως γνωστόν, αι σχετικαί αποφάσεις θα ληφθούν εντός των ημερών, μετά την υποβολήν των σχετικών υπομνημάτων εκ μέρους των ενδιαφερομένων και των αρμοδίων υπηρεσιών του υπουργείου. (985, 1424, 1171, 1518)
article-text: Κατόπιν των γενομένων ενεργειών της αρμοδίας υπηρεσίας, ανεκοινώθη χθες ότι θα συνέλθη προσεχώς η αρμοδία επιτροπή προς εξέτασιν του ζητήματος, το οποίον απησχόλησε επί μακρόν τους ενδιαφερομένους κλάδους. Ως γνωστόν, αι σχετικαί αποφάσεις θα ληφθούν εντός των ημερών, μετά την υποβολήν των σχετικών υπομνημάτων εκ μέρους των ενδιαφερομένων και των αρμοδίων υπηρεσιών του υπουργείου. (1189, 299, 1553, 346)
article-body (571, 1098, 967, 1126)
dateline: ΑΘΗΝΑΙ, 29. — (334, 1112, 400, 1122)
column-divider (976, 12, 977, 2335)
dateline: ΑΘΗΝΑΙ, 29. — (23, 880, 86, 890)
dateline: ΑΘΗΝΑΙ, 29. — (579, 80, 644, 90)
headline: Η ΔΙΑΘΕΣΙΣ ΑΜΥΛΟΥ ΕΙΣ ΤΗΝ ΚΑΤΑΝΑΛΩΣΙΝ (24, 863, 299, 878)
article-text: Συμφώνως προς τας πληροφορίας, αι οποίαι περιήλθον εις γνώσιν μας, η επιτροπή ολοκλήρωσε ήδη το έργον της και υπέβαλε το πόρισμα αυτής εις τον αρμόδιον υπουργόν. Αναμένεται δε ότι το σχετικόν νομοσχέδιον θα κατατεθή εις την Βουλήν κατά την προσεχή σύνοδον. (1189, 177, 1553, 207)
dateline: ΑΘΗΝΑΙ, 29. — (23, 1661, 86, 1670)
article-text: Συμφώνως προς τας πληροφορίας, αι οποίαι περιήλθον εις γνώσιν μας, η επιτροπή ολοκλήρωσε ήδη το έργον της και υπέβαλε το πόρισμα αυτής εις τον αρμόδιον υπουργόν. Αναμένεται δε ότι το σχετικόν νομοσχέδιον θα κατατεθή εις την Βουλήν κατά την προσεχή σύνοδον. (326, 496, 554, 544)
column-5 (1186, 12, 1556, 2335)
headline: Ο ΠΡΟΫΠΟΛΟΓΙΣΜΟΣ ΤΟΥ ΥΠΟΥΡΓΕΙΟΥ ΕΘΝΙΚΗΣ ΑΜΥΝΗΣ (998, 658, 1158, 696)
article-body (326, 497, 554, 544)
article-text: Κατόπιν των γενομένων ενεργειών της αρμοδίας υπηρεσίας, ανεκοινώθη χθες ότι θα συνέλθη προσεχώς η αρμοδία επιτροπή προς εξέτασιν του ζητήματος, το οποίον απησχόλησε επί μακρόν τους ενδιαφερομένους κλάδους. Ως γνωστόν, αι σχετικαί αποφάσεις θα ληφθούν εντός των ημερών, μετά την υποβολήν των σχετικών υπομνημάτων εκ μέρους των ενδιαφερομένων και των αρμοδίων υπηρεσιών του υπουργείου. (15, 761, 309, 817)
article-body (571, 848, 967, 876)
headline: ΘΑ ΕΠΙΣΠΕΥΣΘΗ Η ΚΑΤΑΘΕΣΙΣ ΣΧΕΤΙΚΟΥ ΝΟΜΟΣΧΕΔΙΟΥ (615, 155, 923, 186)
article (568, 504, 970, 662)
article (1186, 384, 1556, 495)
article (568, 16, 970, 147)
headline: Η ΡΩΣΣΙΑ ΑΝΕΚΟΙΝΩΣΕ ΠΡΟΣ ΤΗΝ ΓΑΛΛΙΑΝ ΟΤΙ ΕΠΙΘΥΜΕΙ ΝΑ ΣΥΖΗΤΗΘΗ ΕΙΣ ΤΟΝ Ο.Η.Ε. ΤΟ ΠΡΟΒΛΗΜΑ ΤΩΝ ΕΔΑΦΙΚΩΝ ΔΙΑΦΟΡΩΝ (1188, 384, 1554, 463)
headline: ΑΠΕΡΓΙΑΝ ΕΚΗΡΥΞΑΝ ΟΙ ΜΕΤΑΛΛΩΡΥΧΟΙ ΕΙΣ ΤΗΝ ΣΤΡΑΤΟΝΙΚΗΝ (347, 818, 533, 863)
headline: ΚΩΔΙΚΟΠΟΙΗΣΙΣ ΑΓΟΡΑΝΟΜΙΚΩΝ ΔΙΑΤΑΞΕΩΝ ΠΕΡΙ ΔΙΑΚΙΝΗΣΕΩΣ ΤΟΥ ΕΛΑΙΟΛΑΔΟΥ (990, 319, 1166, 369)
article-body (326, 762, 554, 810)
article-text: Κατόπιν των γενομένων ενεργειών της αρμοδίας υπηρεσίας, ανεκοινώθη χθες ότι θα συνέλθη προσεχώς η αρμοδία επιτροπή προς εξέτασιν του ζητήματος, το οποίον απησχόλησε επί μακρόν τους ενδιαφερομένους κλάδους. Ως γνωστόν, αι σχετικαί αποφάσεις θα ληφθούν εντός των ημερών, μετά την υποβολήν των σχετικών υπομνημάτων εκ μέρους των ενδιαφερομένων και των αρμοδίων υπηρεσιών του υπουργείου. (15, 414, 309, 469)
article-text: Ο ανωτέρω, ο οποίος μετεφέρθη εις το νοσοκομείον προς παροχήν των πρώτων βοηθειών, ευρίσκεται εκτός κινδύνου. Η αστυνομία ερευνά τα αίτια του ατυχήματος και προέβη εις την σύλληψιν του οδηγού του αυτοκινήτου, όστις ωδηγήθη ενώπιον του αρμοδίου εισαγγελέως. (1189, 346, 1553, 374)
dateline: ΑΘΗΝΑΙ, 29. — (23, 296, 86, 306)
article (12, 282, 312, 390)
dateline: ΑΘΗΝΑΙ, 29. — (23, 686, 86, 696)
headline: ΕΚ ΦΟΒΟΥ ΔΙΟΤΙ ΤΗΝ ΕΚΑΚΟΜΕΤΑΧΕΙΡΙΖΕΤΟ ΛΕΓΕΙ ΟΤΙ ΕΓΚΑΤΕΛΕΙΨΕ ΤΟΝ ΣΥΖΥΓΟΝ ΤΗΣ Η ΤΡΑΥΜΑΤΙΣΘΕΙΣΑ ΔΙΑ ΣΟΥΓΙΑ ΥΠ' ΑΥΤΟΥ (14, 1046, 310, 1126)
dateline: ΑΘΗΝΑΙ, 29. — (579, 465, 644, 474)
article-body (985, 805, 1171, 870)
headline: ΟΙ Κ.Κ. ΝΟΒΟΤΝΥ ΚΑΙ ΚΑΝΤΑΡ ΕΙΣ ΛΟΓΟΥΣ ΤΩΝ ΕΠΕΤΕΘΗΣΑΝ ΔΡΙΜΥΤΑΤΑ ΚΑΤΑ ΤΗΣ ΚΙΝΑΣ (1188, 1425, 1554, 1487)
article-body (15, 980, 309, 1037)
article-text: Κατόπιν των γενομένων ενεργειών της αρμοδίας υπηρεσίας, ανεκοινώθη χθες ότι θα συνέλθη προσεχώς η αρμοδία επιτροπή προς εξέτασιν του ζητήματος, το οποίον απησχόλησε επί μακρόν τους ενδιαφερομένους κλάδους. Ως γνωστόν, αι σχετικαί αποφάσεις θα ληφθούν εντός των ημερών, μετά την υποβολήν των σχετικών υπομνημάτων εκ μέρους των ενδιαφερομένων και των αρμοδίων υπηρεσιών του υπουργείου. (326, 317, 554, 393)
article (12, 865, 312, 918)
article-text: Ο ανωτέρω, ο οποίος μετεφέρθη εις το νοσοκομείον προς παροχήν των πρώτων βοηθειών, ευρίσκεται εκτός κινδύνου. Η αστυνομία ερευνά τα αίτια του ατυχήματος και προέβη εις την σύλληψιν του οδηγού του αυτοκινήτου, όστις ωδηγήθη ενώπιον του αρμοδίου εισαγγελέως. (326, 1504, 554, 1551)
headline: ΛΗΨΙΝ ΠΛΕΙΣΤΩΝ ΠΡΟΣΤΑΤΕΥΤΙΚΩΝ ΜΕΤΡΩΝ ΠΡΟΣ ΑΝΑΠΤΥΞΙΝ ΤΟΥ ΚΛΑΔΟΥ ΤΩΝ ΖΗΤΟΥΝ ΟΛΟΙ ΟΙ ΕΜΠΟΡΙΚΟΙ ΑΝΤΙΠΡΟΣΩΠΟΙ (570, 504, 968, 582)
article-body (15, 1456, 309, 1494)
headline: ΝΕΑΡΟΣ ΕΥΡΕ ΤΡΑΓΙΚΟΝ ΘΑΝΑΤΟΝ ΕΙΣ ΣΕΡΡΑΣ (15, 201, 309, 231)
article-body (15, 414, 309, 470)
dateline: ΑΘΗΝΑΙ, 29. — (334, 449, 399, 459)
column-divider (1180, 12, 1181, 2335)
dateline: ΑΘΗΝΑΙ, 29. — (993, 1147, 1054, 1156)
article-text: Ο ανωτέρω, ο οποίος μετεφέρθη εις το νοσοκομείον προς παροχήν των πρώτων βοηθειών, ευρίσκεται εκτός κινδύνου. Η αστυνομία ερευνά τα αίτια του ατυχήματος και προέβη εις την σύλληψιν του οδηγού του αυτοκινήτου, όστις ωδηγήθη ενώπιον του αρμοδίου εισαγγελέως. (1189, 729, 1553, 758)
article-body (326, 1238, 554, 1285)
headline: ΜΝΗΜΟΣΥΝΟΝ ΕΙΣ ΔΡΑΜΑΝ ΥΠΕΡ ΤΩΝ ΣΦΑΓΙΑΣΘΕΝΤΩΝ ΚΑΤΑ ΤΗΝ ΚΑΤΟΧΗΝ (334, 922, 546, 960)
article-body (326, 1505, 554, 1552)
article (982, 764, 1174, 955)
dateline: ΑΘΗΝΑΙ, 29. — (23, 1224, 86, 1234)
article-text: Συμφώνως προς τας πληροφορίας, αι οποίαι περιήλθον εις γνώσιν μας, η επιτροπή ολοκλήρωσε ήδη το έργον της και υπέβαλε το πόρισμα αυτής εις τον αρμόδιον υπουργόν. Αναμένεται δε ότι το σχετικόν νομοσχέδιον θα κατατεθή εις την Βουλήν κατά την προσεχή σύνοδον. (1189, 758, 1553, 786)
article-body (15, 1698, 309, 1755)
article (12, 928, 312, 1036)
article-text: Ο ανωτέρω, ο οποίος μετεφέρθη εις το νοσοκομείον προς παροχήν των πρώτων βοηθειών, ευρίσκεται εκτός κινδύνου. Η αστυνομία ερευνά τα αίτια του ατυχήματος και προέβη εις την σύλληψιν του οδηγού του αυτοκινήτου, όστις ωδηγήθη ενώπιον του αρμοδίου εισαγγελέως. (326, 1237, 554, 1285)
article-body (985, 1424, 1171, 1518)
article-text: Κατόπιν των γενομένων ενεργειών της αρμοδίας υπηρεσίας, ανεκοινώθη χθες ότι θα συνέλθη προσεχώς η αρμοδία επιτροπή προς εξέτασιν του ζητήματος, το οποίον απησχόλησε επί μακρόν τους ενδιαφερομένους κλάδους. Ως γνωστόν, αι σχετικαί αποφάσεις θα ληφθούν εντός των ημερών, μετά την υποβολήν των σχετικών υπομνημάτων εκ μέρους των ενδιαφερομένων και των αρμοδίων υπηρεσιών του υπουργείου. (326, 687, 554, 762)
subheading: ΝΕΚΡΟΣ ΕΙΣ ΣΕΡΡΑΣ (109, 400, 215, 411)
article-text: Συμφώνως προς τας πληροφορίας, αι οποίαι περιήλθον εις γνώσιν μας, η επιτροπή ολοκλήρωσε ήδη το έργον της και υπέβαλε το πόρισμα αυτής εις τον αρμόδιον υπουργόν. Αναμένεται δε ότι το σχετικόν νομοσχέδιον θα κατατεθή εις την Βουλήν κατά την προσεχή σύνοδον. (15, 1325, 309, 1362)
article-text: Κατόπιν των γενομένων ενεργειών της αρμοδίας υπηρεσίας, ανεκοινώθη χθες ότι θα συνέλθη προσεχώς η αρμοδία επιτροπή προς εξέτασιν του ζητήματος, το οποίον απησχόλησε επί μακρόν τους ενδιαφερομένους κλάδους. Ως γνωστόν, αι σχετικαί αποφάσεις θα ληφθούν εντός των ημερών, μετά την υποβολήν των σχετικών υπομνημάτων εκ μέρους των ενδιαφερομένων και των αρμοδίων υπηρεσιών του υπουργείου. (571, 109, 967, 147)
dateline: ΑΘΗΝΑΙ, 29. — (579, 1162, 644, 1172)
article-text: Συμφώνως προς τας πληροφορίας, αι οποίαι περιήλθον εις γνώσιν μας, η επιτροπή ολοκλήρωσε ήδη το έργον της και υπέβαλε το πόρισμα αυτής εις τον αρμόδιον υπουργόν. Αναμένεται δε ότι το σχετικόν νομοσχέδιον θα κατατεθή εις την Βουλήν κατά την προσεχή σύνοδον. (15, 686, 309, 724)
headline: Ο Κ. ΝΙΑΡΧΟΣ ΠΩΛΕΙ ΤΟΝ ΕΜΠΟΡΙΚΟΝ ΣΤΟΛΟΝ ΤΟΥ ΑΝΤΙ ΤΟΥ ΠΟΣΟΥ 260 ΕΚΑΤΟΜΜΥΡΙΩΝ ΔΟΛΛΑΡΙΩΝ (1188, 796, 1554, 858)
dateline: ΑΘΗΝΑΙ, 29. — (1197, 1490, 1258, 1499)
article-text: Ο ανωτέρω, ο οποίος μετεφέρθη εις το νοσοκομείον προς παροχήν των πρώτων βοηθειών, ευρίσκεται εκτός κινδύνου. Η αστυνομία ερευνά τα αίτια του ατυχήματος και προέβη εις την σύλληψιν του οδηγού του αυτοκινήτου, όστις ωδηγήθη ενώπιον του αρμοδίου εισαγγελέως. (15, 154, 309, 192)
headline: ΑΝΑΜΕΝΕΤΑΙ ΣΗΜΕΡΟΝ Ο ΝΑΥΑΡΧΟΣ ΓΚΡΗΦΦΙΑ ΕΙΣ ΤΑΣ ΑΘΗΝΑΣ (985, 1268, 1171, 1306)
headline: ΟΚΤΩ ΤΡΑΥΜΑΤΙΑΙ ΕΚ ΤΡΟΧΑΙΩΝ ΑΤΥΧΗΜΑΤΩΝ ΕΙΣ ΘΕΣΣΑΛΟΝΙΚΗΝ ΔΡΑΜΑΝ ΚΑΙ ΠΕΙΡΑΙΑ (14, 16, 310, 94)
article-text: Συμφώνως προς τας πληροφορίας, αι οποίαι περιήλθον εις γνώσιν μας, η επιτροπή ολοκλήρωσε ήδη το έργον της και υπέβαλε το πόρισμα αυτής εις τον αρμόδιον υπουργόν. Αναμένεται δε ότι το σχετικόν νομοσχέδιον θα κατατεθή εις την Βουλήν κατά την προσεχή σύνοδον. (571, 1097, 967, 1125)
article (568, 157, 970, 236)
leader-dots (383, 571, 493, 577)
article-body (326, 1578, 554, 1625)
headline: ΑΠΕΘΑΝΕΝ ΕΝΤΟΣ ΑΣΤΥΝΟΜΙΚΟΥ ΤΜΗΜΑΤΟΣ ΕΝΩ ΚΑΤΗΓΓΕΛΛΕ ΚΑΤΑ ΤΟΥ ΑΔΕΛΦΟΥ ΤΟΥ (14, 480, 310, 559)
dateline: ΑΘΗΝΑΙ, 29. — (993, 804, 1071, 813)
article-body (985, 1204, 1171, 1260)
article-body (326, 1357, 554, 1404)
table-cell-label: Αγγλικαί (329, 562, 362, 570)
